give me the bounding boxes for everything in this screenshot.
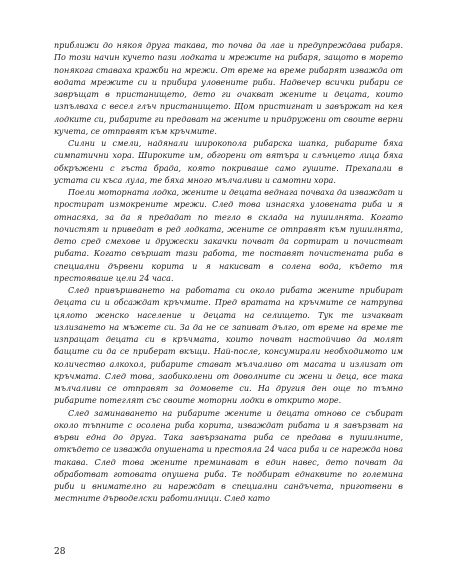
- body-text: [54, 40, 403, 506]
- paragraph-2: Силни и смели, надянали широкопола рибарска шапка, рибарите бяха симпатични хора. Широките им, обгорени от вятъра и слънцето лица бяха обкръжени с гъста брада, която покриваше само гушите. Прехапали в устата си къса лула, те бяха много мълчаливи и самотни хора.: [54, 139, 403, 185]
- paragraph-5: След заминаването на рибарите жените и децата отново се събират около тъпните с осолена риба корита, изваждат рибата и я завързват на върви една до друга. Така завързаната риба се предава в пушилните, откъдето се изважда опушената и престояла 24 часа риба и се нарежда нова такава. След това жените преминават в един навес, дето почват да обработват готовата опушена риба. Те подбират еднаквите по големина риби и внимателно ги нареждат в специални сандъчета, приготвени в местните дърводелски работилници. След като: [54, 408, 403, 504]
- paragraph-4: След привършването на работата си около рибата жените прибират децата си и обсаждат кръчмите. Пред вратата на кръчмите се натрупва цялото женско население и децата на селището. Тук те изчакват излизането на мъжете си. За да не се запиват дълго, от време на време те изпращат децата си в кръчмата, които почват настойчиво да молят бащите си да се приберат вкъщи. Най-после, консумирали необходимото им количество алкохол, рибарите стават мълчаливо от масата и излизат от кръчмата. След това, заобиколени от доволните си жени и деца, все така мълчаливи се отправят за домовете си. На другия ден още по тъмно рибарите потеглят със своите моторни лодки в открито море.: [54, 286, 403, 406]
- paragraph-3: Поели моторната лодка, жените и децата веднага почваха да изваждат и простират измокрените мрежи. След това изнасяха уловената риба и я отнасяха, за да я предадат по тегло в склада на пушилнята. Когато почистят и приведат в ред лодката, жените се отправят към пушилнята, дето сред смехове и дружески закачки почват да сортират и почистват рибата. Когато свършат тази работа, те поставят почистената риба в специални дървени корита и я накисват в солена вода, където тя престояваше цели 24 часа.: [54, 188, 403, 283]
- page-number: 28: [54, 547, 66, 557]
- paragraph-1: приближи до някоя друга такава, то почва да лае и предупреждава рибаря. По този начин кучето пази лодката и мрежите на рибаря, защото в морето понякога ставаха кражби на мрежи. От време на време рибарят изважда от водата мрежите си и прибира уловените риби. Надвечер всички рибари се завръщат в пристанището, дето ги очакват жените и децата, които изпълваха с весел глъч пристанището. Щом пристигнат и завържат на кея лодките си, рибарите ги предават на жените и придружени от своите верни кучета, се отправят към кръчмите.: [54, 41, 403, 136]
